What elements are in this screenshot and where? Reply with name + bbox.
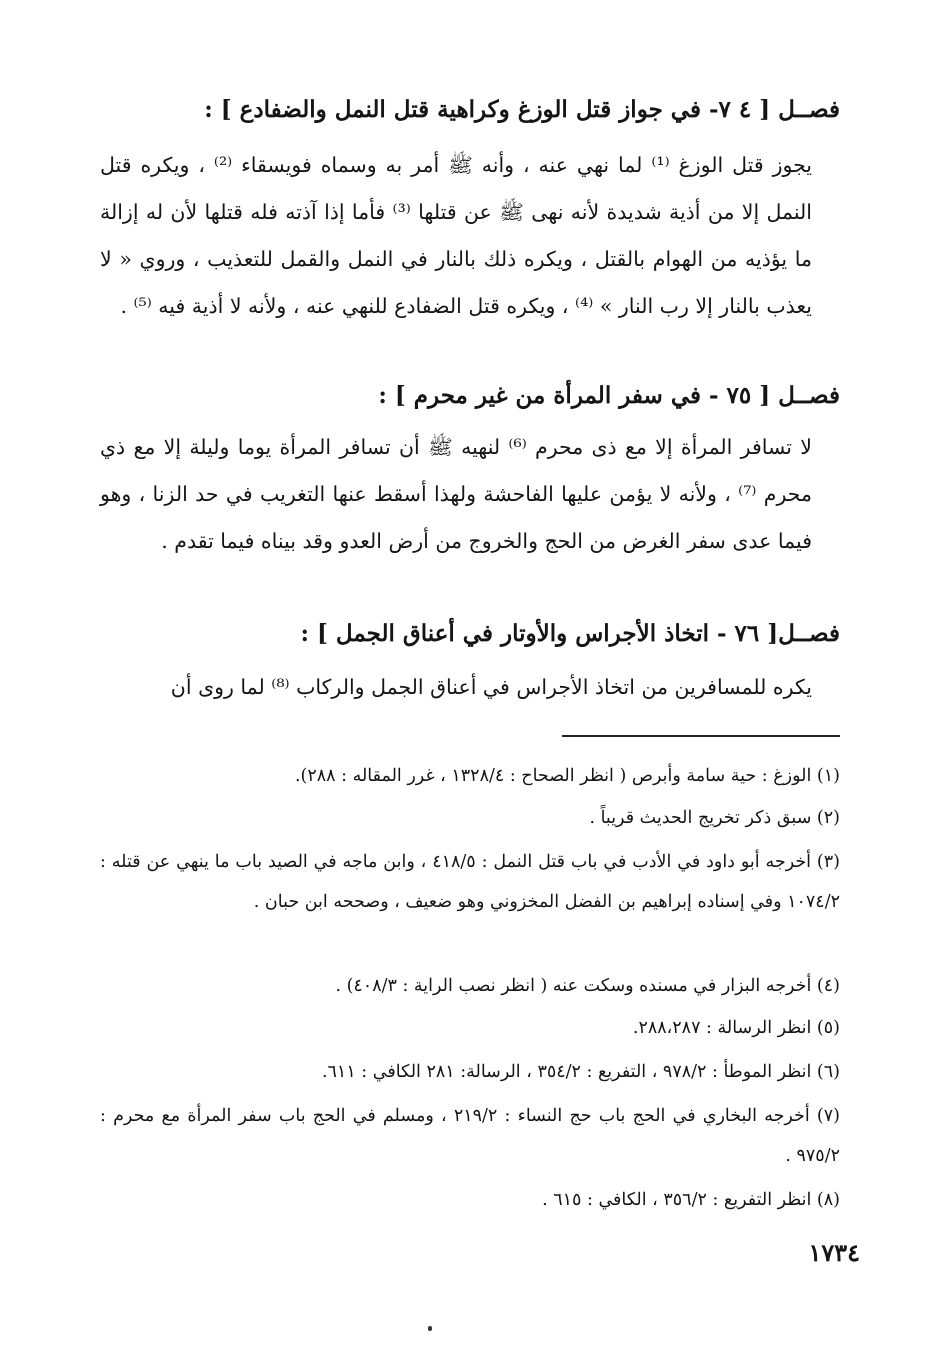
section-paragraph: يكره للمسافرين من اتخاذ الأجراس في أعناق الجمل والركاب ⁽⁸⁾ لما روى أن xyxy=(170,675,812,699)
page-number: ١٧٣٤ xyxy=(808,1238,860,1267)
footnote-6: (٦) انظر الموطأ : ٩٧٨/٢ ، التفريع : ٣٥٤/٢ ، الرسالة: ٢٨١ الكافي : ٦١١. xyxy=(321,1062,840,1082)
section-paragraph: لا تسافر المرأة إلا مع ذى محرم ⁽⁶⁾ لنهيه ﷺ أن تسافر المرأة يوما وليلة إلا مع ذي محرم ⁽⁷⁾ ، ولأنه لا يؤمن عليها الفاحشة ولهذا أسقط عنها التغريب في حد الزنا ، وهو فيما عدى سفر الغرض من الحج والخروج من أرض العدو وقد بيناه فيما تقدم . xyxy=(100,435,812,553)
footnote-8: (٨) انظر التفريع : ٣٥٦/٢ ، الكافي : ٦١٥ . xyxy=(542,1190,840,1210)
section-heading: فصــل[ ٧٦ - اتخاذ الأجراس والأوتار في أعناق الجمل ] : xyxy=(300,620,840,647)
section-paragraph: يجوز قتل الوزغ ⁽¹⁾ لما نهي عنه ، وأنه ﷺ أمر به وسماه فويسقاء ⁽²⁾ ، ويكره قتل النمل إلا من أذية شديدة لأنه نهى ﷺ عن قتلها ⁽³⁾ فأما إذا آذته فله قتلها لأن له إزالة ما يؤذيه من الهوام بالقتل ، ويكره ذلك بالنار في النمل والقمل للتعذيب ، وروي « لا يعذب بالنار إلا رب النار » ⁽⁴⁾ ، ويكره قتل الضفادع للنهي عنه ، ولأنه لا أذية فيه ⁽⁵⁾ . xyxy=(100,153,813,318)
footnote-4: (٤) أخرجه البزار في مسنده وسكت عنه ( انظر نصب الراية : ٤٠٨/٣) . xyxy=(335,976,840,996)
section-74-body xyxy=(100,142,840,330)
section-76 xyxy=(100,614,840,654)
section-75-body xyxy=(100,424,840,565)
footnote-2: (٢) سبق ذكر تخريج الحديث قريباً . xyxy=(589,808,840,828)
footnote-3: (٣) أخرجه أبو داود في الأدب في باب قتل النمل : ٤١٨/٥ ، وابن ماجه في الصيد باب ما ينهي عن قتله : ١٠٧٤/٢ وفي إسناده إبراهيم بن الفضل المخزوني وهو ضعيف ، وصححه ابن حبان . xyxy=(100,852,840,912)
footnote-1: (١) الوزغ : حية سامة وأبرص ( انظر الصحاح : ١٣٢٨/٤ ، غرر المقاله : ٢٨٨). xyxy=(294,766,840,786)
section-heading: فصــل [ ٤ ٧- في جواز قتل الوزغ وكراهية قتل النمل والضفادع ] : xyxy=(204,96,840,123)
section-76-body xyxy=(100,664,840,711)
section-75 xyxy=(100,376,840,416)
footnote-7: (٧) أخرجه البخاري في الحج باب حج النساء : ٢١٩/٢ ، ومسلم في الحج باب سفر المرأة مع محرم : ٩٧٥/٢ . xyxy=(100,1106,840,1166)
footnote-divider xyxy=(562,735,840,737)
scan-mark xyxy=(428,1326,432,1331)
section-74 xyxy=(100,90,840,130)
footnote-5: (٥) انظر الرسالة : ٢٨٨،٢٨٧. xyxy=(632,1018,840,1038)
section-heading: فصــل [ ٧٥ - في سفر المرأة من غير محرم ] : xyxy=(378,382,840,409)
